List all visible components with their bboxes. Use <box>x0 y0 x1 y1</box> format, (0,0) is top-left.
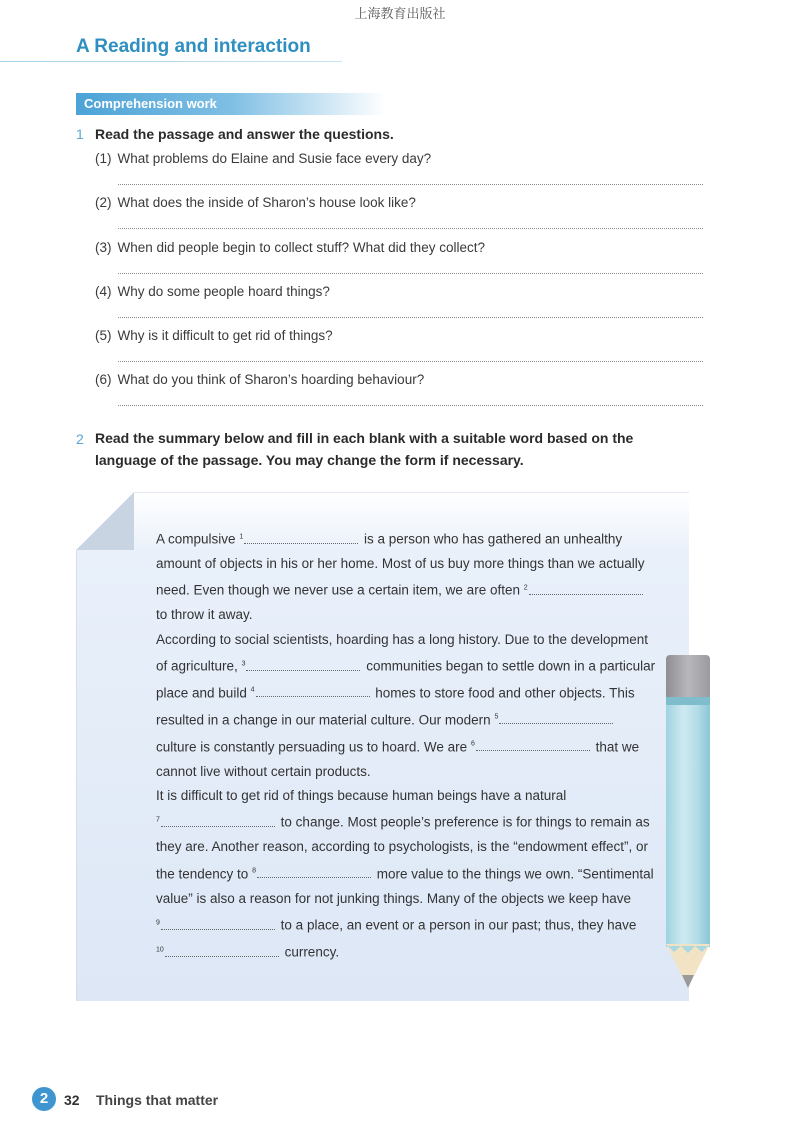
blank-line[interactable] <box>246 656 360 671</box>
blank-6[interactable] <box>471 739 592 754</box>
blank-number: 4 <box>250 686 255 694</box>
question-text: What does the inside of Sharon’s house look like? <box>117 195 416 210</box>
publisher-name: 上海教育出版社 <box>354 7 446 22</box>
summary-text-segment: A compulsive <box>156 531 236 547</box>
question-4 <box>95 284 705 299</box>
question-text: What do you think of Sharon’s hoarding behaviour? <box>117 372 425 387</box>
question-number: (1) <box>95 151 112 166</box>
blank-line[interactable] <box>165 942 279 957</box>
summary-text-segment: It is difficult to get rid of things because human beings have a natural <box>156 788 567 804</box>
summary-text <box>156 525 656 965</box>
answer-line-5[interactable] <box>118 361 703 362</box>
page-number: 32 <box>64 1092 80 1108</box>
blank-number: 2 <box>523 584 528 592</box>
answer-line-2[interactable] <box>118 228 703 229</box>
summary-text-segment: communities began to settle down in a particular place and build <box>156 658 656 701</box>
blank-7[interactable] <box>156 815 277 830</box>
question-number: (3) <box>95 240 112 255</box>
question-5 <box>95 328 705 343</box>
task-2-instruction-line-1: Read the summary below and fill in each blank with a suitable word based on the <box>95 430 634 446</box>
summary-paragraph-3 <box>156 784 656 965</box>
blank-2[interactable] <box>524 583 645 598</box>
blank-line[interactable] <box>529 580 643 595</box>
summary-paragraph-1 <box>156 525 656 628</box>
summary-text-segment: more value to the things we own. “Sentimental value” is also a reason for not junking things. Many of the objects we keep have <box>156 866 654 906</box>
folded-corner-cover <box>76 492 134 550</box>
task-2-number: 2 <box>76 431 84 447</box>
blank-line[interactable] <box>161 812 275 827</box>
blank-number: 8 <box>252 867 256 875</box>
pencil-body <box>666 697 710 947</box>
answer-line-1[interactable] <box>118 184 703 185</box>
question-text: When did people begin to collect stuff? What did they collect? <box>117 240 485 255</box>
blank-1[interactable] <box>239 532 360 547</box>
blank-line[interactable] <box>244 529 358 544</box>
blank-8[interactable] <box>252 866 373 881</box>
summary-text-segment: to throw it away. <box>156 607 253 623</box>
summary-text-segment: that we cannot live without certain products. <box>156 739 640 779</box>
summary-text-segment: is a person who has gathered an unhealthy amount of objects in his or her home. Most of us buy more things than we actually need. Even though we never use a certain item, we are often <box>156 531 645 598</box>
summary-text-segment: to change. Most people’s preference is for things to remain as they are. Another reason, according to psychologists, is the “endowment effect”, or the tendency to <box>156 814 650 882</box>
question-number: (5) <box>95 328 112 343</box>
answer-line-6[interactable] <box>118 405 703 406</box>
answer-line-4[interactable] <box>118 317 703 318</box>
task-1-instruction: Read the passage and answer the questions. <box>95 126 394 142</box>
unit-badge: 2 <box>32 1087 56 1111</box>
blank-number: 7 <box>156 816 160 824</box>
question-2 <box>95 195 705 210</box>
blank-5[interactable] <box>494 712 615 727</box>
question-number: (4) <box>95 284 112 299</box>
blank-4[interactable] <box>251 685 372 700</box>
blank-number: 9 <box>156 919 160 927</box>
task-2-instruction <box>95 427 695 471</box>
blank-10[interactable] <box>156 945 281 960</box>
question-number: (6) <box>95 372 112 387</box>
summary-text-segment: According to social scientists, hoarding has a long history. Due to the development of agriculture, <box>156 631 649 674</box>
task-1-number: 1 <box>76 126 84 142</box>
blank-line[interactable] <box>476 736 590 751</box>
section-divider <box>0 61 342 62</box>
blank-number: 3 <box>241 660 246 668</box>
blank-number: 5 <box>494 713 499 721</box>
blank-9[interactable] <box>156 918 277 933</box>
summary-text-segment: culture is constantly persuading us to hoard. We are <box>156 739 468 755</box>
pencil-eraser <box>666 655 710 697</box>
blank-line[interactable] <box>499 709 613 724</box>
blank-number: 1 <box>239 533 244 540</box>
section-title: A Reading and interaction <box>76 36 311 57</box>
task-2-instruction-line-2: language of the passage. You may change the form if necessary. <box>95 452 524 468</box>
sub-section-banner: Comprehension work <box>76 93 386 115</box>
summary-paragraph-2 <box>156 628 656 784</box>
summary-text-segment: homes to store food and other objects. This resulted in a change in our material culture. Our modern <box>156 685 635 728</box>
blank-number: 10 <box>156 946 164 953</box>
unit-title: Things that matter <box>96 1092 219 1108</box>
blank-number: 6 <box>470 740 475 748</box>
summary-text-segment: currency. <box>284 944 340 960</box>
blank-line[interactable] <box>257 863 371 878</box>
question-text: What problems do Elaine and Susie face every day? <box>117 151 432 166</box>
question-number: (2) <box>95 195 112 210</box>
question-text: Why is it difficult to get rid of things? <box>117 328 333 343</box>
pencil-tip-icon <box>666 944 710 1000</box>
summary-text-segment: to a place, an event or a person in our past; thus, they have <box>280 917 637 933</box>
blank-line[interactable] <box>256 682 370 697</box>
question-1 <box>95 151 705 166</box>
question-3 <box>95 240 705 255</box>
question-6 <box>95 372 705 387</box>
answer-line-3[interactable] <box>118 273 703 274</box>
blank-line[interactable] <box>161 915 275 930</box>
question-text: Why do some people hoard things? <box>117 284 330 299</box>
blank-3[interactable] <box>242 659 363 674</box>
pencil-ferrule <box>666 697 710 705</box>
